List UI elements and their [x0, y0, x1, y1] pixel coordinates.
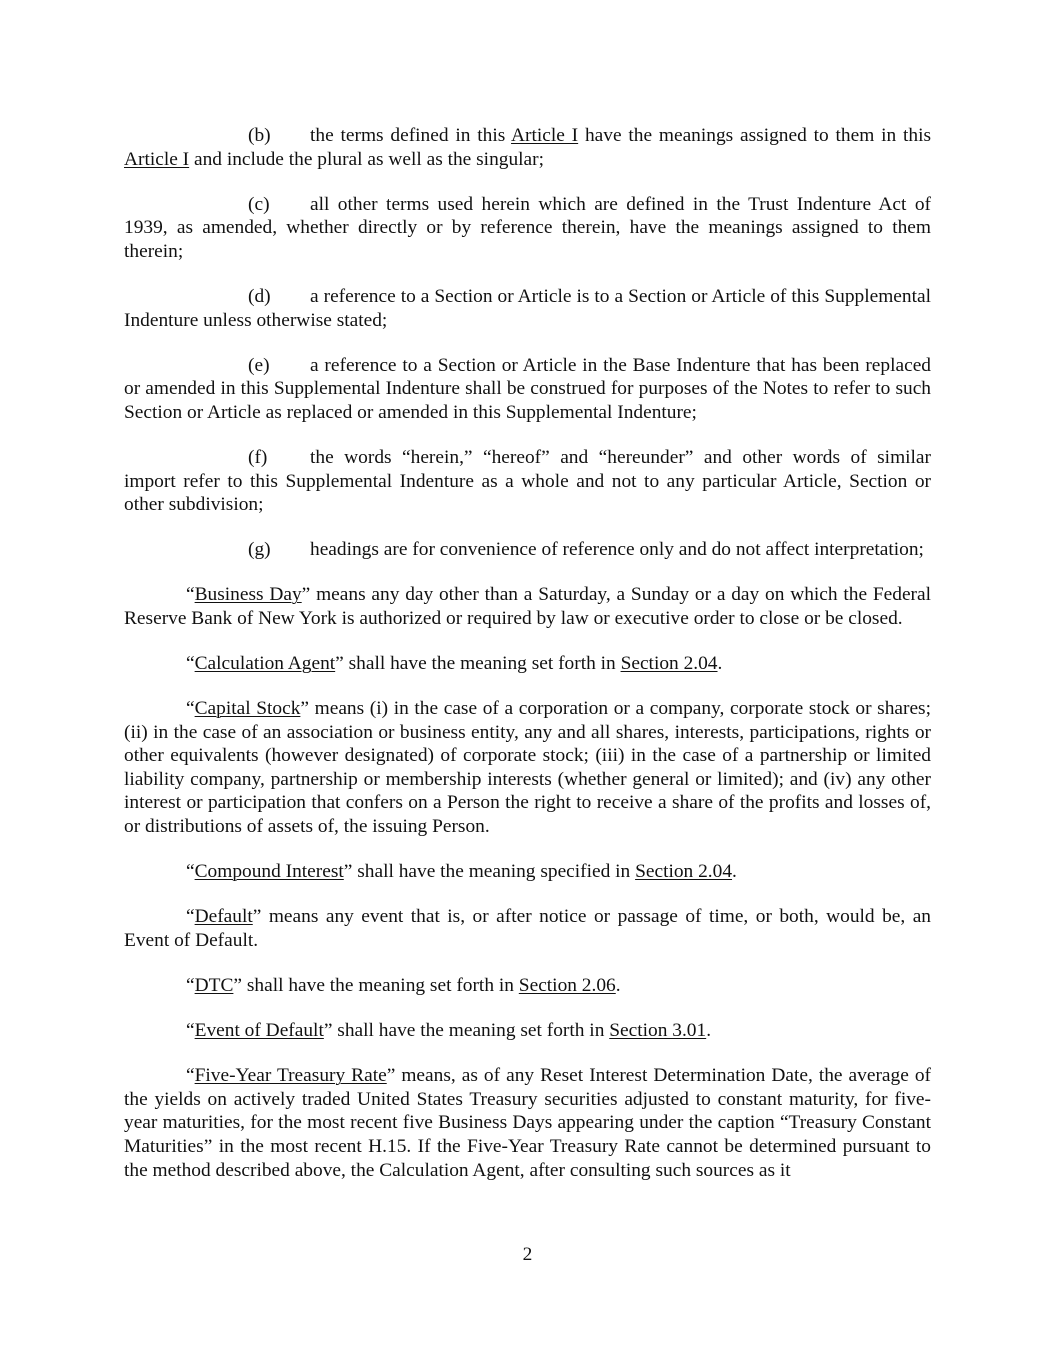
clause-label: (g) [248, 539, 271, 561]
clause-d: (d) a reference to a Section or Article is to a Section or Article of this Supplemental Indenture unless otherwise stated; [124, 285, 931, 331]
clause-label: (f) [248, 446, 268, 468]
definition-compound-interest: “Compound Interest” shall have the meaning specified in Section 2.04. [186, 861, 737, 883]
definition-five-year-treasury-rate: “Five-Year Treasury Rate” means, as of any Reset Interest Determination Date, the average of the yields on actively traded United States Treasury securities adjusted to constant maturity, for five-year maturities, for the most recent five Business Days appearing under the caption “Treasury Constant Maturities” in the most recent H.15. If the Five-Year Treasury Rate cannot be determined pursuant to the method described above, the Calculation Agent, after consulting such sources as it [124, 1065, 931, 1181]
clause-label: (b) [248, 125, 271, 146]
defined-term: Business Day [194, 584, 302, 606]
definition-event-of-default: “Event of Default” shall have the meaning set forth in Section 3.01. [186, 1020, 712, 1042]
clause-c: (c) all other terms used herein which are defined in the Trust Indenture Act of 1939, as amended, whether directly or by reference therein, have the meanings assigned to them therein; [124, 193, 931, 262]
defined-term: Calculation Agent [194, 653, 336, 674]
defined-term: Compound Interest [194, 861, 344, 883]
defined-term: DTC [194, 974, 234, 996]
defined-term: Event of Default [194, 1020, 324, 1042]
definition-dtc: “DTC” shall have the meaning set forth in Section 2.06. [186, 974, 621, 996]
document-page [124, 124, 931, 1182]
page-number: 2 [522, 1244, 533, 1265]
section-reference: Section 3.01 [609, 1020, 707, 1042]
defined-term: Five-Year Treasury Rate [194, 1065, 387, 1087]
clause-b: (b) the terms defined in this Article I have the meanings assigned to them in this Article I and include the plural as well as the singular; [124, 125, 932, 170]
definition-calculation-agent: “Calculation Agent” shall have the meaning set forth in Section 2.04. [186, 653, 723, 674]
section-reference: Section 2.04 [635, 861, 733, 883]
definition-default: “Default” means any event that is, or after notice or passage of time, or both, would be, an Event of Default. [124, 906, 931, 951]
definition-business-day: “Business Day” means any day other than a Saturday, a Sunday or a day on which the Federal Reserve Bank of New York is authorized or required by law or executive order to close or be closed. [124, 584, 931, 629]
section-reference: Section 2.04 [620, 653, 718, 674]
section-reference: Section 2.06 [518, 974, 616, 996]
defined-term: Default [194, 906, 253, 928]
clause-e: (e) a reference to a Section or Article in the Base Indenture that has been replaced or amended in this Supplemental Indenture shall be construed for purposes of the Notes to refer to such Section or Article as replaced or amended in this Supplemental Indenture; [124, 354, 931, 423]
clause-label: (e) [248, 354, 270, 376]
clause-f: (f) the words “herein,” “hereof” and “hereunder” and other words of similar import refer to this Supplemental Indenture as a whole and not to any particular Article, Section or other subdivision; [124, 446, 931, 516]
article-reference: Article I [124, 148, 190, 170]
clause-label: (d) [248, 285, 271, 307]
article-reference: Article I [511, 125, 579, 146]
clause-label: (c) [248, 193, 270, 215]
definition-capital-stock: “Capital Stock” means (i) in the case of a corporation or a company, corporate stock or shares; (ii) in the case of an association or business entity, any and all shares, interests, participations, rights or other equivalents (however designated) of corporate stock; (iii) in the case of a partnership or limited liability company, partnership or membership interests (whether general or limited); and (iv) any other interest or participation that confers on a Person the right to receive a share of the profits and losses of, or distributions of assets of, the issuing Person. [124, 698, 931, 838]
defined-term: Capital Stock [194, 698, 301, 720]
clause-g: (g) headings are for convenience of reference only and do not affect interpretation; [248, 539, 924, 561]
